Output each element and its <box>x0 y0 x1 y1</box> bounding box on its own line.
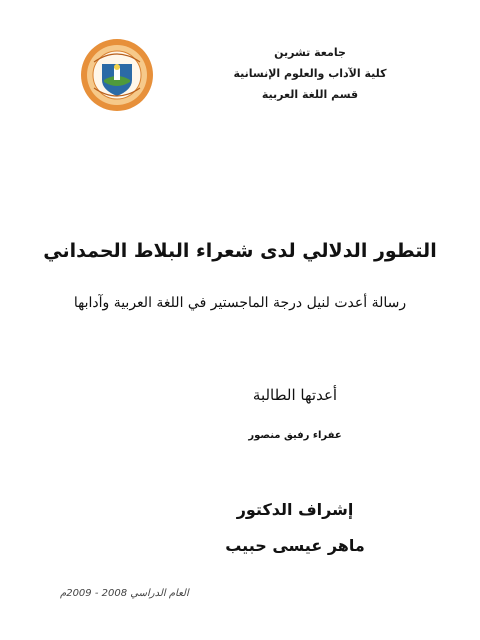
thesis-subtitle: رسالة أعدت لنيل درجة الماجستير في اللغة العربية وآدابها <box>73 295 407 311</box>
student-name: عفراء رفيق منصور <box>248 430 342 441</box>
university-header <box>210 42 410 105</box>
academic-year: العام الدراسي 2008 - 2009م <box>60 588 189 599</box>
supervisor-name: ماهر عيسى حبيب <box>225 536 365 555</box>
prepared-by-label: أعدتها الطالبة <box>252 386 338 404</box>
supervisor-label: إشراف الدكتور <box>236 500 354 519</box>
faculty-name: كلية الآداب والعلوم الإنسانية <box>233 67 387 80</box>
department-name: قسم اللغة العربية <box>261 88 359 101</box>
thesis-title: التطور الدلالي لدى شعراء البلاط الحمداني <box>43 240 437 262</box>
university-seal-icon <box>80 38 154 112</box>
university-name: جامعة تشرين <box>274 46 346 59</box>
